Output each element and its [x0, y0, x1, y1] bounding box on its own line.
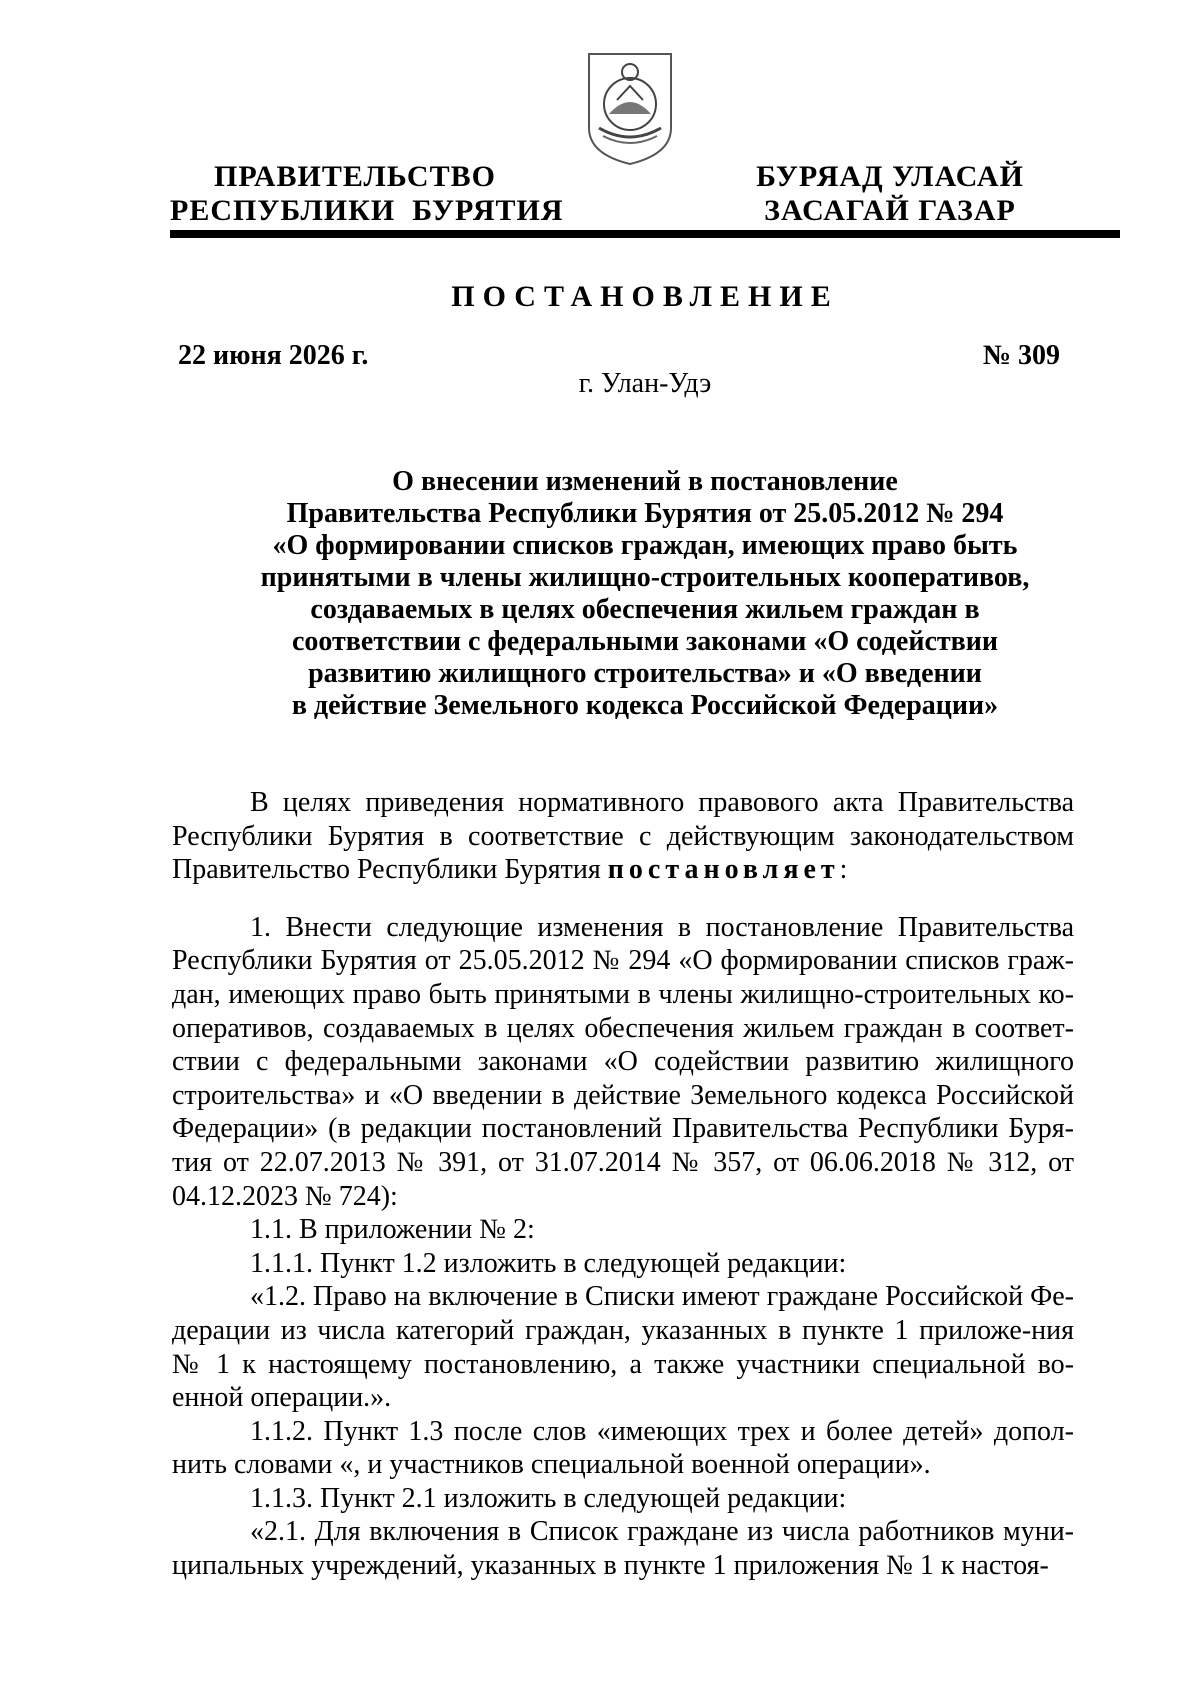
document-type: ПОСТАНОВЛЕНИЕ [451, 280, 839, 313]
title-line: развитию жилищного строительства» и «О введении [308, 658, 982, 689]
resolves-word: постановляет [607, 854, 840, 886]
title-line: принятыми в члены жилищно-строительных кооперативов, [260, 562, 1030, 593]
document-date: 22 июня 2026 г. [178, 340, 369, 371]
title-line: Правительства Республики Бурятия от 25.05.2012 № 294 [286, 498, 1004, 529]
coat-of-arms-icon [583, 50, 677, 168]
header-left-line1: ПРАВИТЕЛЬСТВО [214, 160, 496, 193]
paragraph-1-1-1: 1.1.1. Пункт 1.2 изложить в следующей редакции: [250, 1247, 847, 1279]
document-city: г. Улан-Удэ [578, 368, 712, 399]
header-right-line1: БУРЯАД УЛАСАЙ [756, 160, 1024, 193]
government-name-russian [170, 160, 564, 228]
preamble-text: В целях приведения нормативного правового акта Правительства Республики Бурятия в соответствие с действующим законодательством Правительство Республики Бурятия [172, 787, 1074, 886]
paragraph-1-1-2: 1.1.2. Пункт 1.3 после слов «имеющих трех и более детей» допол-нить словами «, и участников специальной военной операции». [172, 1415, 1074, 1481]
government-name-buryat [750, 160, 1030, 228]
title-line: в действие Земельного кодекса Российской Федерации» [291, 690, 999, 721]
paragraph-1-1: 1.1. В приложении № 2: [250, 1214, 535, 1246]
quote-2-1: «2.1. Для включения в Список граждане из числа работников муни-ципальных учреждений, указанных в пункте 1 приложения № 1 к настоя- [172, 1516, 1074, 1582]
preamble-paragraph [172, 786, 1074, 887]
document-title [175, 466, 1115, 722]
title-line: создаваемых в целях обеспечения жильем граждан в [310, 594, 980, 625]
paragraph-1: 1. Внести следующие изменения в постановление Правительства Республики Бурятия от 25.05.2012 № 294 «О формировании списков граж-дан, имеющих право быть принятыми в члены жилищно-строительных ко-оперативов, создаваемых в целях обеспечения жильем граждан в соответ-ствии с федеральными законами «О содействии развитию жилищного строительства» и «О введении в действие Земельного кодекса Российской Федерации» (в редакции постановлений Правительства Республики Буря-тия от 22.07.2013 № 391, от 31.07.2014 № 357, от 06.06.2018 № 312, от 04.12.2023 № 724): [172, 911, 1074, 1212]
header-right-line2: ЗАСАГАЙ ГАЗАР [764, 194, 1016, 227]
title-line: соответствии с федеральными законами «О содействии [291, 626, 999, 657]
title-line: О внесении изменений в постановление [392, 466, 898, 497]
header-divider [170, 230, 1120, 238]
title-line: «О формировании списков граждан, имеющих право быть [272, 530, 1018, 561]
resolves-colon: : [839, 854, 848, 886]
document-body [172, 786, 1074, 1583]
paragraph-1-1-3: 1.1.3. Пункт 2.1 изложить в следующей редакции: [250, 1482, 847, 1514]
header-left-line2: РЕСПУБЛИКИ БУРЯТИЯ [170, 194, 564, 227]
quote-1-2: «1.2. Право на включение в Списки имеют граждане Российской Фе-дерации из числа категорий граждан, указанных в пункте 1 приложе-ния № 1 к настоящему постановлению, а также участники специальной во-енной операции.». [172, 1281, 1074, 1414]
document-number: № 309 [982, 340, 1060, 371]
